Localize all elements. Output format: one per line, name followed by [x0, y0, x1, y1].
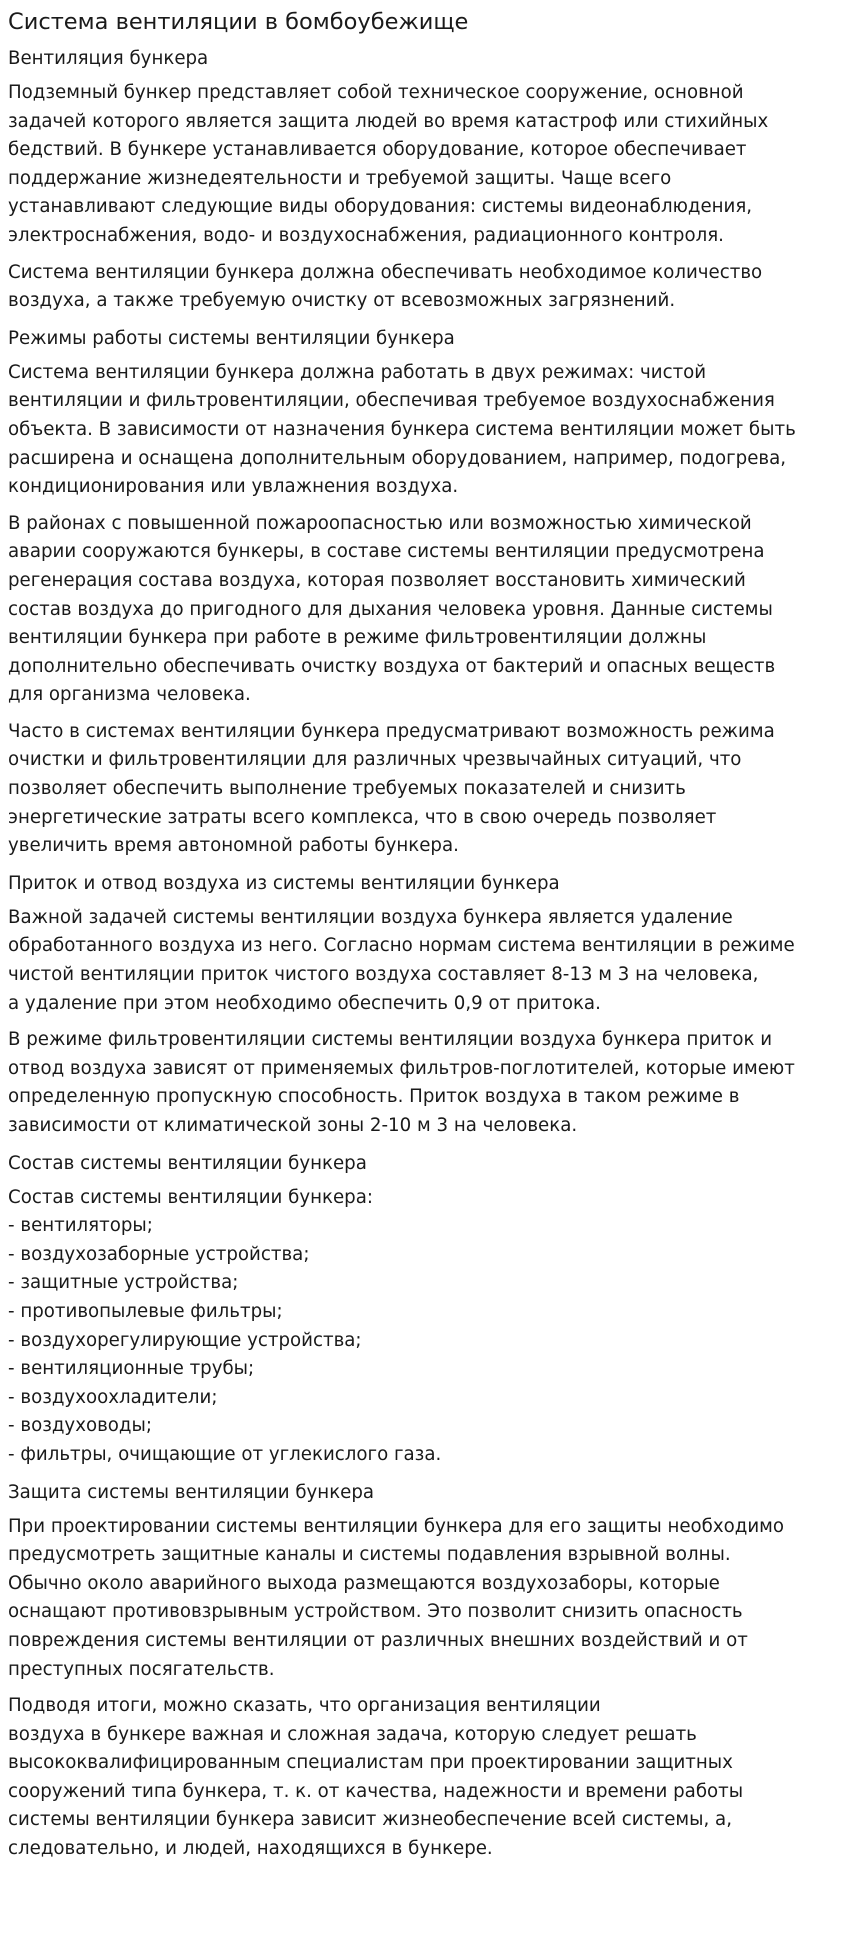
paragraph — [8, 1513, 830, 1685]
paragraph-line: - вентиляционные трубы; — [8, 1358, 255, 1380]
paragraph-line: определенную пропускную способность. Приток воздуха в таком режиме в — [8, 1086, 740, 1108]
paragraph-line: электроснабжения, водо- и воздухоснабжения, радиационного контроля. — [8, 224, 724, 246]
paragraph-line: вентиляции и фильтровентиляции, обеспечивая требуемое воздухоснабжения — [8, 390, 775, 412]
section-heading: Приток и отвод воздуха из системы вентиляции бункера — [8, 872, 560, 894]
paragraph — [8, 904, 830, 1018]
paragraph-line: - противопылевые фильтры; — [8, 1300, 283, 1322]
paragraph-line: позволяет обеспечить выполнение требуемых показателей и снизить — [8, 778, 686, 800]
paragraph-line: повреждения системы вентиляции от различных внешних воздействий и от — [8, 1629, 748, 1651]
paragraph-line: - фильтры, очищающие от углекислого газа. — [8, 1443, 442, 1465]
paragraph-line: увеличить время автономной работы бункера. — [8, 835, 459, 857]
paragraph-line: - вентиляторы; — [8, 1215, 153, 1237]
paragraph-line: - воздухозаборные устройства; — [8, 1243, 310, 1265]
paragraph-line: Подземный бункер представляет собой техническое сооружение, основной — [8, 82, 744, 103]
paragraph-line: Система вентиляции бункера должна работать в двух режимах: чистой — [8, 361, 707, 383]
paragraph-line: отвод воздуха зависят от применяемых фильтров-поглотителей, которые имеют — [8, 1057, 795, 1079]
paragraph-line: для организма человека. — [8, 684, 251, 706]
paragraph-line: высококвалифицированным специалистам при проектировании защитных — [8, 1752, 733, 1774]
paragraph — [8, 79, 830, 251]
paragraph-line: воздуха, а также требуемую очистку от всевозможных загрязнений. — [8, 290, 676, 312]
paragraph-line: энергетические затраты всего комплекса, что в свою очередь позволяет — [8, 806, 717, 828]
paragraph-line: аварии сооружаются бункеры, в составе системы вентиляции предусмотрена — [8, 541, 765, 563]
section-heading: Защита системы вентиляции бункера — [8, 1481, 375, 1503]
paragraph-line: устанавливают следующие виды оборудования: системы видеонаблюдения, — [8, 196, 753, 218]
paragraph-line: - воздуховоды; — [8, 1415, 152, 1437]
paragraph-line: - защитные устройства; — [8, 1272, 239, 1294]
paragraph-line: воздуха в бункере важная и сложная задача, которую следует решать — [8, 1723, 697, 1745]
paragraph — [8, 259, 830, 316]
paragraph-line: бедствий. В бункере устанавливается оборудование, которое обеспечивает — [8, 139, 747, 161]
paragraph-line: задачей которого является защита людей во время катастроф или стихийных — [8, 110, 769, 132]
paragraph-line: дополнительно обеспечивать очистку воздуха от бактерий и опасных веществ — [8, 655, 776, 677]
paragraph-line: Состав системы вентиляции бункера: — [8, 1186, 373, 1208]
paragraph — [8, 1184, 830, 1470]
paragraph-line: обработанного воздуха из него. Согласно нормам система вентиляции в режиме — [8, 935, 795, 957]
paragraph-line: чистой вентиляции приток чистого воздуха составляет 8-13 м 3 на человека, — [8, 964, 759, 986]
paragraph-line: Система вентиляции бункера должна обеспечивать необходимое количество — [8, 261, 763, 283]
paragraph — [8, 718, 830, 861]
paragraph-line: В режиме фильтровентиляции системы вентиляции воздуха бункера приток и — [8, 1029, 773, 1051]
paragraph-line: Подводя итоги, можно сказать, что организация вентиляции — [8, 1695, 601, 1717]
paragraph-line: - воздухоохладители; — [8, 1386, 218, 1408]
paragraph-line: Важной задачей системы вентиляции воздуха бункера является удаление — [8, 906, 733, 928]
paragraph-line: расширена и оснащена дополнительным оборудованием, например, подогрева, — [8, 447, 787, 469]
paragraph-line: системы вентиляции бункера зависит жизнеобеспечение всей системы, а, — [8, 1809, 732, 1831]
paragraph-line: предусмотреть защитные каналы и системы подавления взрывной волны. — [8, 1544, 731, 1566]
paragraph-line: зависимости от климатической зоны 2-10 м 3 на человека. — [8, 1115, 578, 1136]
page-title: Система вентиляции в бомбоубежище — [8, 9, 469, 35]
paragraph — [8, 1692, 830, 1864]
paragraph-line: объекта. В зависимости от назначения бункера система вентиляции может быть — [8, 418, 796, 440]
section-heading: Режимы работы системы вентиляции бункера — [8, 327, 455, 349]
paragraph-line: Часто в системах вентиляции бункера предусматривают возможность режима — [8, 720, 775, 742]
paragraph-line: поддержание жизнедеятельности и требуемой защиты. Чаще всего — [8, 167, 672, 189]
paragraph — [8, 359, 830, 502]
paragraph-line: Обычно около аварийного выхода размещаются воздухозаборы, которые — [8, 1572, 720, 1594]
paragraph-line: регенерация состава воздуха, которая позволяет восстановить химический — [8, 569, 746, 591]
section-heading: Вентиляция бункера — [8, 48, 209, 69]
paragraph-line: В районах с повышенной пожароопасностью или возможностью химической — [8, 512, 752, 534]
paragraph-line: При проектировании системы вентиляции бункера для его защиты необходимо — [8, 1515, 785, 1537]
paragraph-line: - воздухорегулирующие устройства; — [8, 1329, 362, 1351]
section-heading: Состав системы вентиляции бункера — [8, 1152, 367, 1174]
paragraph — [8, 1026, 830, 1140]
paragraph-line: следовательно, и людей, находящихся в бункере. — [8, 1838, 493, 1860]
paragraph-line: кондиционирования или увлажнения воздуха. — [8, 476, 459, 498]
article-body — [8, 44, 830, 1864]
paragraph — [8, 510, 830, 710]
paragraph-line: очистки и фильтровентиляции для различных чрезвычайных ситуаций, что — [8, 749, 742, 771]
paragraph-line: преступных посягательств. — [8, 1658, 275, 1680]
paragraph-line: вентиляции бункера при работе в режиме фильтровентиляции должны — [8, 627, 707, 649]
paragraph-line: сооружений типа бункера, т. к. от качества, надежности и времени работы — [8, 1780, 744, 1802]
paragraph-line: оснащают противовзрывным устройством. Это позволит снизить опасность — [8, 1601, 743, 1623]
paragraph-line: состав воздуха до пригодного для дыхания человека уровня. Данные системы — [8, 598, 773, 620]
paragraph-line: а удаление при этом необходимо обеспечить 0,9 от притока. — [8, 992, 601, 1014]
